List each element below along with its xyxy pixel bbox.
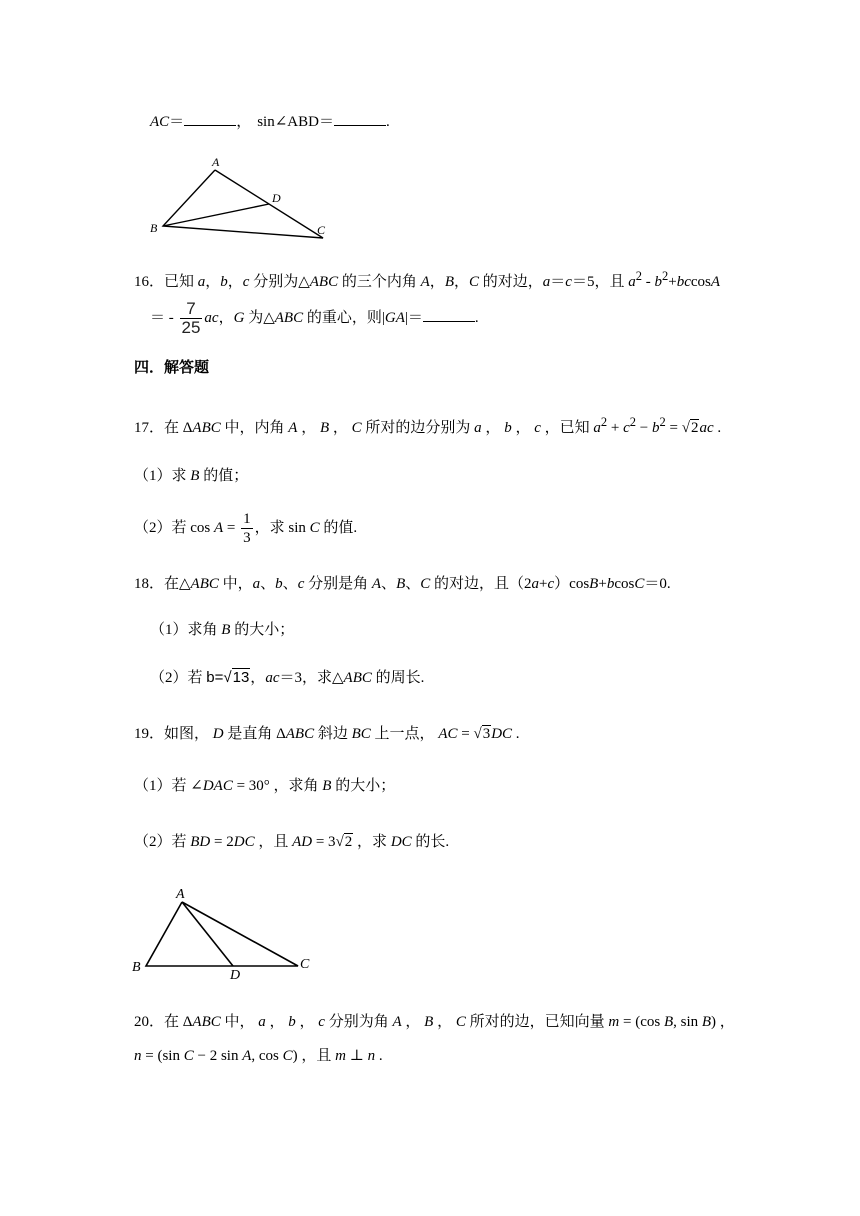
q19-number: 19．如图， bbox=[134, 726, 213, 742]
q18-p: ABC bbox=[343, 670, 372, 686]
q16-GA: GA bbox=[384, 310, 405, 326]
q17-t: a bbox=[474, 420, 482, 436]
q16-t: . bbox=[474, 310, 479, 326]
q16-t: 的重心，则| bbox=[303, 310, 385, 326]
q20-t: A bbox=[242, 1048, 252, 1064]
q16-t: ＝ bbox=[550, 274, 566, 290]
q16-b: b bbox=[220, 274, 228, 290]
q19-p: ，求 bbox=[353, 834, 391, 850]
q16-a2: a bbox=[542, 274, 551, 290]
q17-p: C bbox=[309, 520, 320, 536]
q17-p: 的值； bbox=[199, 468, 249, 484]
q17-p: B bbox=[190, 468, 200, 484]
fig1-label-d: D bbox=[272, 191, 281, 205]
q19-p: AD bbox=[292, 834, 313, 850]
q15-eq2: ＝ bbox=[318, 114, 334, 130]
q18-t: C bbox=[634, 576, 645, 592]
q17-p: ，求 sin bbox=[254, 520, 310, 536]
q16-A2: A bbox=[710, 274, 721, 290]
q19-p: DC bbox=[233, 834, 255, 850]
q15-sep: ， bbox=[236, 114, 252, 130]
q20-vec-m: m bbox=[608, 1014, 620, 1030]
q16-C: C bbox=[469, 274, 480, 290]
q18-rad: 13 bbox=[232, 669, 250, 686]
q17-t: b bbox=[652, 420, 660, 436]
q17-t: B bbox=[319, 420, 330, 436]
q18-t: B bbox=[589, 576, 599, 592]
q18-t: 中， bbox=[218, 576, 253, 592]
q16-abc2: ABC bbox=[274, 310, 304, 326]
q20-vec-m2: m bbox=[335, 1048, 346, 1064]
q18-t: ＝0. bbox=[644, 576, 671, 592]
q18-p: （1）求角 bbox=[150, 622, 222, 638]
fig2-label-b: B bbox=[132, 960, 141, 975]
q20-t: C bbox=[282, 1048, 293, 1064]
q16-t: 分别为△ bbox=[249, 274, 310, 290]
q17-fraction bbox=[241, 510, 253, 547]
q16-t: 为△ bbox=[244, 310, 275, 326]
q19-p: B bbox=[322, 778, 332, 794]
q17-t: 中，内角 bbox=[220, 420, 289, 436]
q17-t: 所对的边分别为 bbox=[361, 420, 475, 436]
q16-abc: ABC bbox=[309, 274, 339, 290]
q19-p: 的大小； bbox=[331, 778, 396, 794]
section-4-heading: 四．解答题 bbox=[134, 359, 210, 376]
q16-B: B bbox=[444, 274, 454, 290]
q17-sup: 2 bbox=[659, 415, 666, 429]
q17-part-2 bbox=[134, 510, 357, 547]
q17-t: ， bbox=[329, 420, 352, 436]
q17-number: 17．在 Δ bbox=[134, 420, 193, 436]
fig2-triangle-outline bbox=[146, 902, 298, 966]
q15-sin-label: sin∠ABD bbox=[257, 114, 319, 130]
q18-t: B bbox=[396, 576, 406, 592]
q18-t: + bbox=[598, 576, 607, 592]
q19-t: = bbox=[457, 726, 474, 742]
q18-t: 、 bbox=[282, 576, 298, 592]
q19-t: AC bbox=[438, 726, 458, 742]
q16-ac: ac bbox=[204, 310, 219, 326]
fig1-label-b: B bbox=[150, 221, 158, 235]
q18-t: a bbox=[531, 576, 540, 592]
q17-t: . bbox=[713, 420, 722, 436]
q17-t: c bbox=[623, 420, 630, 436]
q19-t: DC bbox=[491, 726, 513, 742]
fig2-label-c: C bbox=[300, 957, 310, 972]
fig2-label-d: D bbox=[230, 968, 241, 980]
q17-p: = bbox=[223, 520, 240, 536]
q20-t: C bbox=[183, 1048, 194, 1064]
q16-A: A bbox=[420, 274, 430, 290]
q17-t: b bbox=[504, 420, 512, 436]
q17-t: ， bbox=[511, 420, 535, 436]
q16-t: 的三个内角 bbox=[338, 274, 421, 290]
q16-a: a bbox=[197, 274, 206, 290]
q16-t: + bbox=[668, 274, 677, 290]
q19-t: . bbox=[512, 726, 520, 742]
q18-t: 、 bbox=[381, 576, 397, 592]
q16-a3: a bbox=[628, 274, 636, 290]
q16-frac-den: 25 bbox=[181, 318, 201, 338]
q18-t: b bbox=[275, 576, 283, 592]
q20-t: = (cos bbox=[619, 1014, 664, 1030]
q19-sqrt-2: √2 bbox=[335, 834, 353, 850]
q20-t: ) ，且 bbox=[292, 1048, 336, 1064]
figure-triangle-abd bbox=[145, 152, 340, 244]
q19-p: DC bbox=[390, 834, 412, 850]
q17-t: ac bbox=[699, 420, 714, 436]
q17-t: A bbox=[288, 420, 298, 436]
q18-p: ， bbox=[250, 670, 266, 686]
q16-eq: ＝ - bbox=[150, 310, 174, 326]
q19-p: DAC bbox=[202, 778, 233, 794]
q15-sin bbox=[257, 114, 319, 130]
q19-part-2 bbox=[134, 832, 449, 852]
q17-t: + bbox=[607, 420, 624, 436]
q20-t: ， bbox=[401, 1014, 425, 1030]
q18-p: ac bbox=[265, 670, 280, 686]
q20-t: b bbox=[288, 1014, 296, 1030]
q18-t: 的对边，且（2 bbox=[430, 576, 532, 592]
q16-bc: bc bbox=[676, 274, 691, 290]
q18-sqrt: √13 bbox=[223, 669, 250, 686]
q18-part-1 bbox=[150, 620, 294, 640]
q17-p: （2）若 cos bbox=[134, 520, 214, 536]
q18-line-1 bbox=[134, 574, 671, 594]
q17-part-1 bbox=[134, 466, 248, 486]
q18-t: + bbox=[539, 576, 548, 592]
q20-t: . bbox=[375, 1048, 383, 1064]
q16-b2: b bbox=[654, 274, 662, 290]
q17-p: （1）求 bbox=[134, 468, 191, 484]
q19-t: BC bbox=[351, 726, 371, 742]
q19-t: 上一点， bbox=[370, 726, 439, 742]
q17-t: c bbox=[534, 420, 541, 436]
q20-t: , cos bbox=[251, 1048, 283, 1064]
q16-t: ， bbox=[453, 274, 469, 290]
q20-t: − 2 sin bbox=[193, 1048, 243, 1064]
q16-t: ， bbox=[205, 274, 221, 290]
q16-c: c bbox=[242, 274, 250, 290]
q16-blank bbox=[423, 321, 475, 322]
q19-part-1 bbox=[134, 776, 395, 796]
q15-blank-2 bbox=[334, 125, 386, 126]
q18-t: cos bbox=[614, 576, 635, 592]
q17-sqrt: √2 bbox=[681, 420, 699, 436]
q20-vec-n2: n bbox=[367, 1048, 376, 1064]
fig2-segment-ad bbox=[182, 902, 233, 966]
q20-t: ， bbox=[295, 1014, 319, 1030]
q20-t: 中， bbox=[220, 1014, 259, 1030]
q18-t: 、 bbox=[260, 576, 276, 592]
q16-t: |＝ bbox=[404, 310, 423, 326]
q19-t: ABC bbox=[285, 726, 315, 742]
q18-t: c bbox=[547, 576, 555, 592]
q17-frac-den: 3 bbox=[243, 530, 251, 547]
q19-p: （2）若 bbox=[134, 834, 191, 850]
q16-t: ＝5，且 bbox=[571, 274, 629, 290]
q18-p: （2）若 bbox=[150, 670, 207, 686]
q19-line-1 bbox=[134, 724, 520, 744]
q17-p: 的值. bbox=[319, 520, 358, 536]
q20-t: c bbox=[318, 1014, 325, 1030]
q16-cos: cos bbox=[690, 274, 711, 290]
q20-number: 20．在 Δ bbox=[134, 1014, 193, 1030]
q18-t: ）cos bbox=[554, 576, 590, 592]
q16-t: 的对边， bbox=[479, 274, 543, 290]
q20-t: ⊥ bbox=[345, 1048, 368, 1064]
q18-t: A bbox=[371, 576, 382, 592]
q19-sqrt: √3 bbox=[473, 726, 491, 742]
q20-t: ， bbox=[433, 1014, 456, 1030]
q19-rad: 3 bbox=[482, 726, 491, 742]
q17-t: − bbox=[636, 420, 652, 436]
fig1-label-a: A bbox=[212, 155, 220, 169]
q19-t: D bbox=[212, 726, 224, 742]
q18-p: 的周长. bbox=[371, 670, 425, 686]
q19-p: 的长. bbox=[411, 834, 450, 850]
q17-sup: 2 bbox=[629, 415, 637, 429]
q17-t: ， bbox=[297, 420, 320, 436]
q19-t: 是直角 Δ bbox=[223, 726, 286, 742]
q20-t: B bbox=[701, 1014, 712, 1030]
q16-t: ， bbox=[227, 274, 243, 290]
q16-t: - bbox=[641, 274, 655, 290]
q20-line-1 bbox=[134, 1012, 735, 1032]
q16-line-2 bbox=[150, 300, 479, 337]
q18-number: 18．在△ bbox=[134, 576, 191, 592]
q20-t: a bbox=[258, 1014, 266, 1030]
q16-G: G bbox=[233, 310, 245, 326]
fig1-triangle-outline bbox=[163, 170, 323, 238]
q18-t: a bbox=[252, 576, 261, 592]
q19-p: = 3 bbox=[312, 834, 336, 850]
q20-t: = (sin bbox=[141, 1048, 184, 1064]
q18-t: C bbox=[420, 576, 431, 592]
q18-t: c bbox=[297, 576, 305, 592]
q16-sup: 2 bbox=[661, 269, 669, 283]
q15-end: . bbox=[385, 114, 390, 130]
q16-fraction bbox=[180, 300, 203, 337]
q18-part-2 bbox=[150, 668, 424, 688]
fig1-label-c: C bbox=[317, 223, 326, 237]
fig2-label-a: A bbox=[176, 887, 185, 902]
q17-line-1 bbox=[134, 412, 721, 438]
q16-frac-num: 7 bbox=[186, 299, 196, 319]
q15-line bbox=[150, 112, 390, 132]
figure-right-triangle-abc bbox=[130, 882, 320, 980]
q20-t: , sin bbox=[673, 1014, 702, 1030]
q19-rad-2: 2 bbox=[344, 834, 353, 850]
q17-frac-num: 1 bbox=[243, 511, 251, 528]
q17-rad: 2 bbox=[690, 420, 699, 436]
q15-blank-1 bbox=[184, 125, 236, 126]
fig1-segment-bd bbox=[163, 204, 269, 226]
q18-t: 分别是角 bbox=[304, 576, 372, 592]
q20-t: 分别为角 bbox=[324, 1014, 393, 1030]
q19-p: BD bbox=[190, 834, 211, 850]
q19-t: 斜边 bbox=[314, 726, 352, 742]
q18-p: 的大小； bbox=[230, 622, 295, 638]
q18-t: 、 bbox=[405, 576, 421, 592]
q18-p: ＝3，求△ bbox=[279, 670, 344, 686]
q17-t: ABC bbox=[192, 420, 221, 436]
q16-sup: 2 bbox=[635, 269, 642, 283]
q19-p: （1）若 ∠ bbox=[134, 778, 203, 794]
q17-t: ，已知 bbox=[540, 420, 594, 436]
q20-t: C bbox=[455, 1014, 466, 1030]
q18-t: b bbox=[606, 576, 615, 592]
q16-line-1 bbox=[134, 266, 720, 292]
q20-t: ABC bbox=[192, 1014, 221, 1030]
q17-p: A bbox=[214, 520, 224, 536]
q17-t: ， bbox=[481, 420, 505, 436]
q20-t: A bbox=[392, 1014, 402, 1030]
q18-b-eq: b= bbox=[206, 669, 224, 686]
q17-sup: 2 bbox=[600, 415, 608, 429]
q20-t: B bbox=[424, 1014, 434, 1030]
q17-t: = bbox=[665, 420, 682, 436]
q16-number: 16．已知 bbox=[134, 274, 195, 290]
q20-t: B bbox=[663, 1014, 674, 1030]
q19-p: = 2 bbox=[210, 834, 234, 850]
q17-t: C bbox=[351, 420, 362, 436]
q20-t: ， bbox=[265, 1014, 289, 1030]
q16-c2: c bbox=[565, 274, 572, 290]
q18-p: B bbox=[221, 622, 231, 638]
q16-t: ， bbox=[429, 274, 445, 290]
q20-vec-n: n bbox=[134, 1048, 142, 1064]
q20-line-2 bbox=[134, 1046, 383, 1066]
q20-t: 所对的边，已知向量 bbox=[465, 1014, 609, 1030]
q15-ac: AC bbox=[150, 114, 170, 130]
q20-t: ) ， bbox=[711, 1014, 735, 1030]
q16-t: ， bbox=[218, 310, 234, 326]
q19-p: = 30° ，求角 bbox=[232, 778, 323, 794]
q19-p: ，且 bbox=[254, 834, 293, 850]
q18-t: ABC bbox=[190, 576, 219, 592]
q17-t: a bbox=[593, 420, 601, 436]
q15-eq1: ＝ bbox=[169, 114, 185, 130]
